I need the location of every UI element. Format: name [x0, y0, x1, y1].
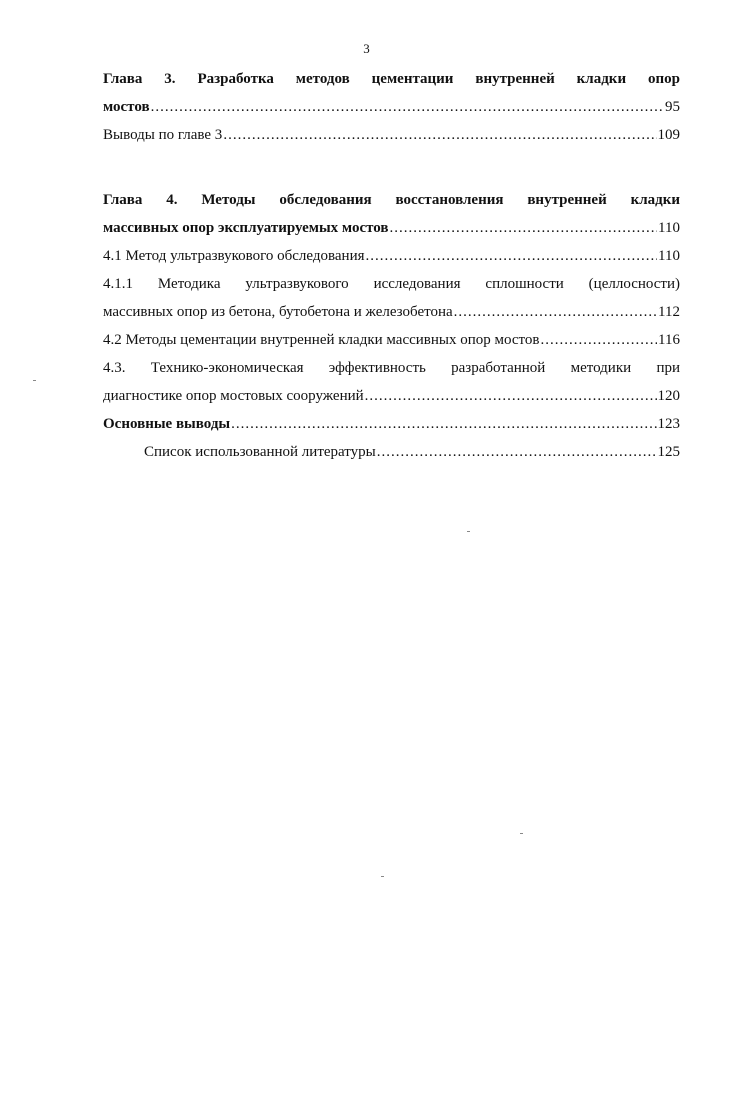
chapter-4-title-line2: массивных опор эксплуатируемых мостов	[103, 220, 389, 236]
chapter-3-conclusions-page: 109	[657, 127, 680, 143]
chapter-4-page: 110	[658, 220, 680, 236]
scan-speck	[33, 380, 36, 381]
chapter-3-page: 95	[665, 99, 680, 115]
section-4-1-label: 4.1 Метод ультразвукового обследования	[103, 248, 365, 264]
scan-speck	[520, 833, 523, 834]
chapter-3-conclusions-label: Выводы по главе 3	[103, 127, 223, 143]
chapter-3-conclusions-entry	[103, 121, 680, 149]
section-4-1-1-entry	[103, 298, 680, 326]
section-4-3-line1: 4.3. Технико-экономическая эффективность разработанной методики при	[103, 360, 680, 376]
section-4-3-line2: диагностике опор мостовых сооружений	[103, 388, 364, 404]
chapter-3-title-line1: Глава 3. Разработка методов цементации внутренней кладки опор	[103, 71, 680, 87]
dot-leader	[454, 298, 657, 326]
dot-leader	[223, 121, 656, 149]
main-conclusions-page: 123	[657, 416, 680, 432]
chapter-4-title-line1: Глава 4. Методы обследования восстановления внутренней кладки	[103, 192, 680, 208]
section-4-1-1-line1: 4.1.1 Методика ультразвукового исследования сплошности (целлосности)	[103, 276, 680, 292]
dot-leader	[390, 214, 658, 242]
section-4-2-label: 4.2 Методы цементации внутренней кладки массивных опор мостов	[103, 332, 540, 348]
page-number: 3	[363, 41, 370, 56]
references-page: 125	[657, 444, 680, 460]
section-4-1-page: 110	[658, 248, 680, 264]
references-label: Список использованной литературы	[144, 444, 376, 460]
scan-speck	[381, 876, 384, 877]
section-4-1-entry	[103, 242, 680, 270]
dot-leader	[366, 242, 658, 270]
dot-leader	[365, 382, 657, 410]
main-conclusions-entry	[103, 410, 680, 438]
scan-speck	[467, 531, 470, 532]
references-entry	[103, 438, 680, 466]
section-4-2-entry	[103, 326, 680, 354]
section-4-2-page: 116	[658, 332, 680, 348]
chapter-3-title-line2: мостов	[103, 99, 150, 115]
dot-leader	[231, 410, 656, 438]
dot-leader	[377, 438, 657, 466]
chapter-3-entry	[103, 93, 680, 121]
section-4-3-entry	[103, 382, 680, 410]
dot-leader	[540, 326, 657, 354]
chapter-4-entry	[103, 214, 680, 242]
dot-leader	[151, 93, 664, 121]
section-4-1-1-line2: массивных опор из бетона, бутобетона и железобетона	[103, 304, 453, 320]
section-4-3-page: 120	[657, 388, 680, 404]
section-4-1-1-page: 112	[658, 304, 680, 320]
table-of-contents	[103, 65, 680, 466]
main-conclusions-label: Основные выводы	[103, 416, 231, 432]
